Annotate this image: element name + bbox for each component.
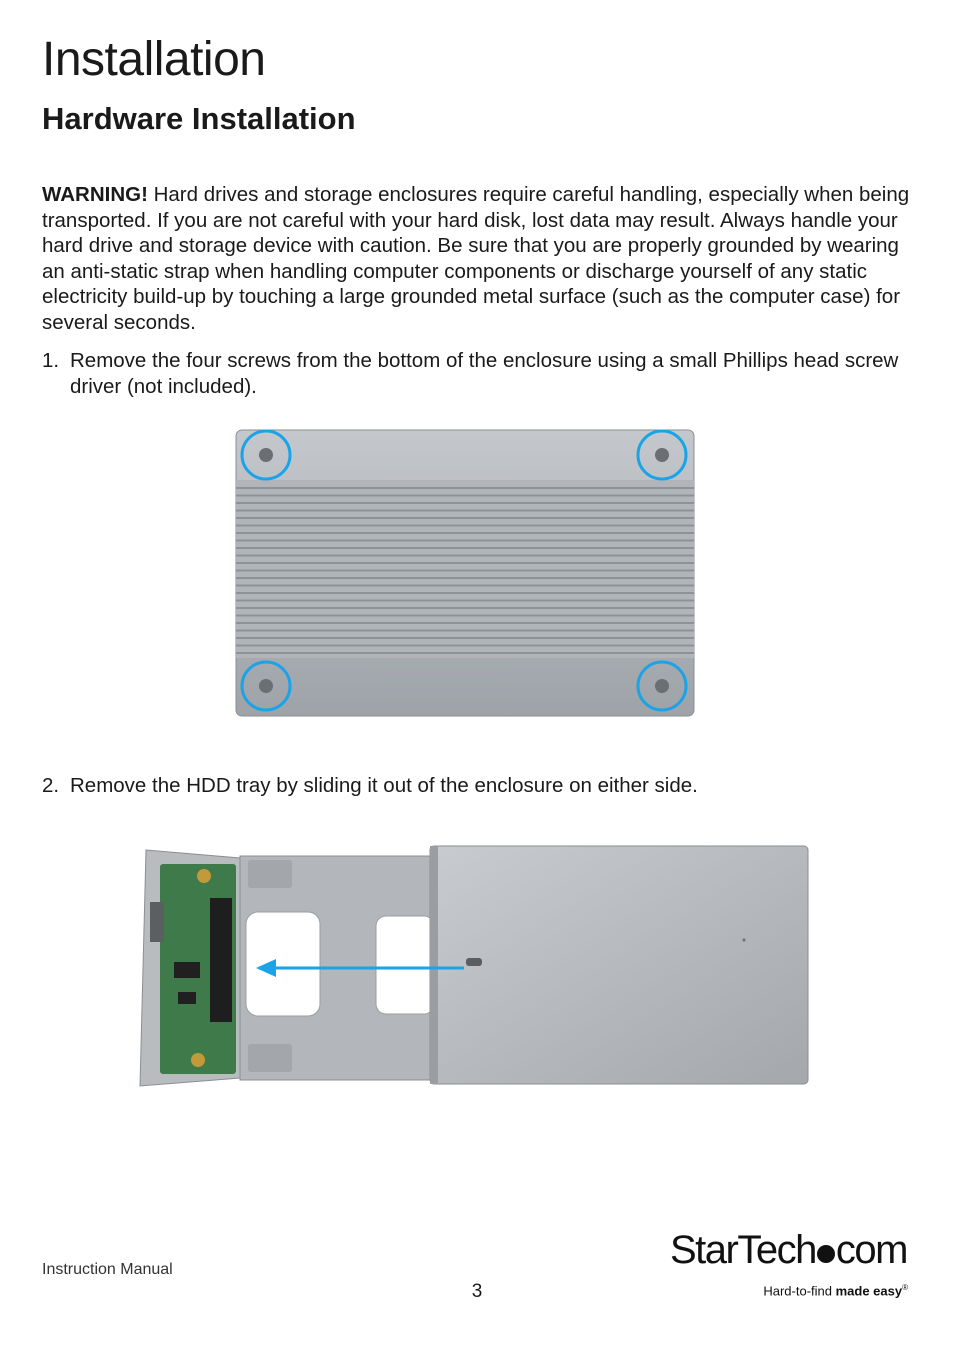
- footer-doc-type: Instruction Manual: [42, 1261, 173, 1278]
- warning-paragraph: [42, 182, 912, 335]
- brand-dot-icon: [817, 1245, 835, 1263]
- step-1: [42, 348, 902, 399]
- page-title: Installation: [42, 33, 266, 86]
- warning-label: WARNING!: [42, 183, 148, 206]
- section-title: Hardware Installation: [42, 101, 356, 136]
- step-text: Remove the HDD tray by sliding it out of the enclosure on either side.: [70, 774, 698, 797]
- brand-tagline: Hard-to-find made easy®: [763, 1283, 908, 1299]
- step-number: 2.: [42, 774, 60, 797]
- enclosure-bottom-photo: [232, 428, 698, 720]
- step-text: Remove the four screws from the bottom of the enclosure using a small Phillips head screw driver (not included).: [70, 349, 899, 398]
- step-2: [42, 773, 902, 799]
- startech-logo: [670, 1228, 910, 1308]
- enclosure-sleeve: [430, 846, 808, 1084]
- brand-wordmark: StarTech com: [670, 1228, 907, 1272]
- step-number: 1.: [42, 349, 60, 372]
- page-number: 3: [471, 1281, 483, 1302]
- warning-text: Hard drives and storage enclosures require careful handling, especially when being transported. If you are not careful with your hard disk, lost data may result. Always handle your hard drive and storage device with caution. Be sure that you are properly grounded by wearing an anti-static strap when handling computer components or discharge yourself of any static electricity build-up by touching a large grounded metal surface (such as the computer case) for several seconds.: [42, 183, 910, 334]
- tray-removal-photo: [136, 842, 816, 1090]
